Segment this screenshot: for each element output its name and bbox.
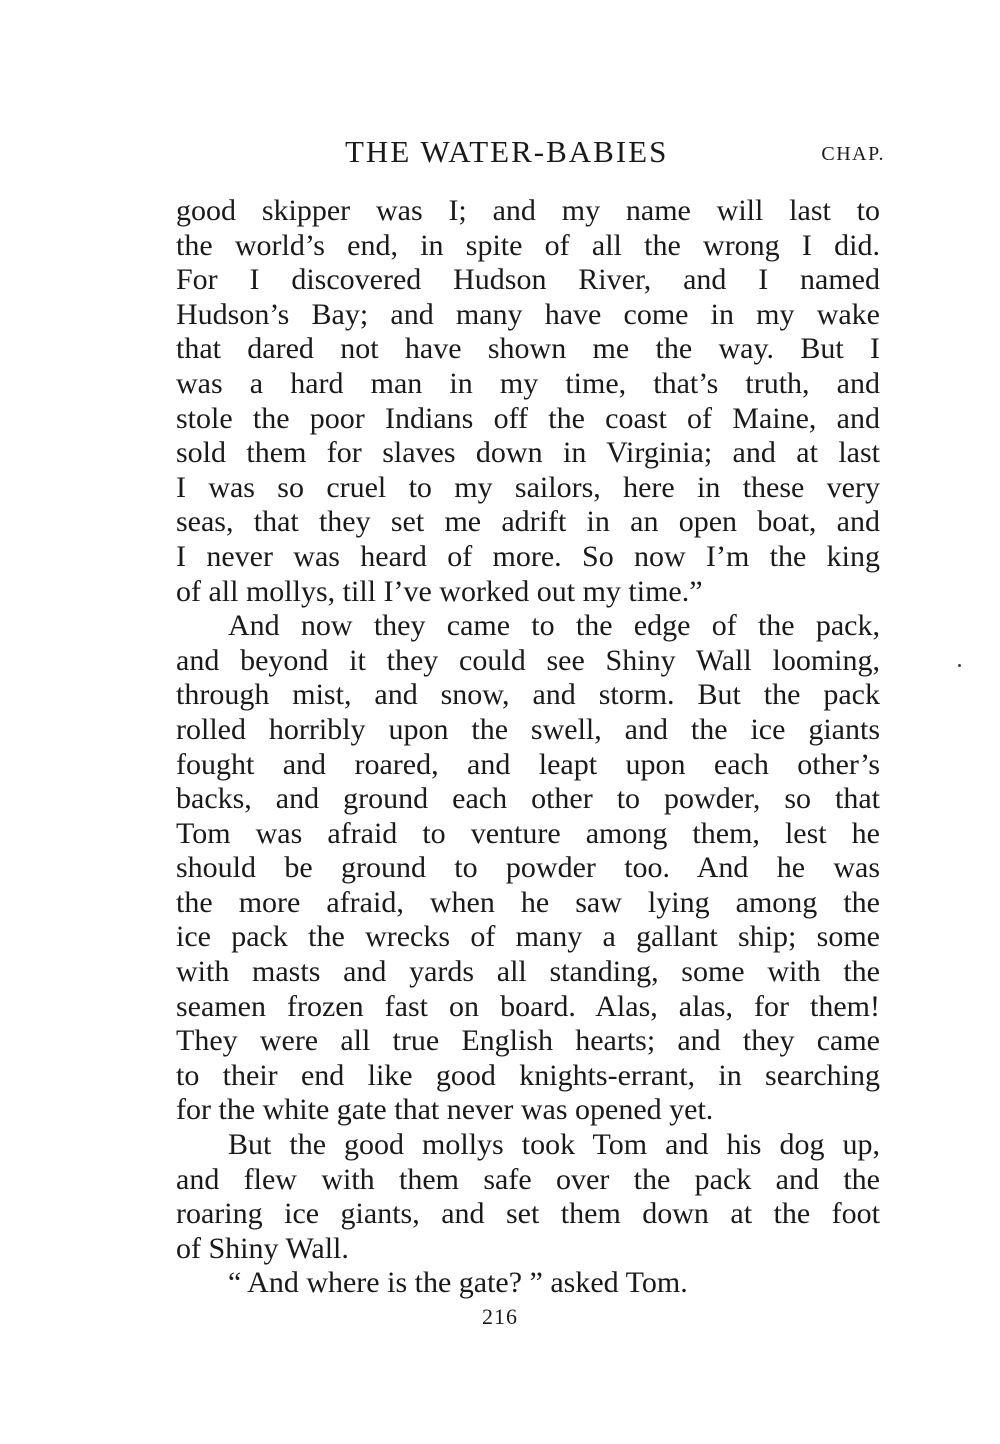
text-line: the more afraid, when he saw lying among the: [176, 885, 880, 919]
text-line: of all mollys, till I’ve worked out my time.”: [176, 574, 703, 608]
text-line: seas, that they set me adrift in an open boat, and: [176, 505, 880, 539]
print-speck: [958, 664, 961, 667]
text-line: rolled horribly upon the swell, and the ice giants: [176, 712, 880, 746]
paragraph-first-line: And now they came to the edge of the pack,: [228, 609, 880, 643]
chapter-label: CHAP.: [821, 143, 885, 165]
text-line: should be ground to powder too. And he was: [176, 851, 880, 885]
text-line: of Shiny Wall.: [176, 1231, 349, 1265]
body-text: [176, 194, 880, 1301]
text-line: backs, and ground each other to powder, so that: [176, 782, 880, 816]
page-number: 216: [482, 1304, 518, 1329]
running-head: [345, 130, 885, 174]
text-line: roaring ice giants, and set them down at the foot: [176, 1197, 880, 1231]
text-line: For I discovered Hudson River, and I named: [176, 263, 880, 297]
text-line: I never was heard of more. So now I’m the king: [176, 539, 880, 573]
text-line: ice pack the wrecks of many a gallant ship; some: [176, 920, 880, 954]
text-line: and beyond it they could see Shiny Wall looming,: [176, 643, 880, 677]
text-line: I was so cruel to my sailors, here in these very: [176, 470, 880, 504]
text-line: sold them for slaves down in Virginia; and at last: [176, 436, 880, 470]
paragraph-first-line: But the good mollys took Tom and his dog up,: [228, 1128, 880, 1162]
text-line: They were all true English hearts; and they came: [176, 1024, 880, 1058]
text-line: was a hard man in my time, that’s truth, and: [176, 366, 880, 400]
text-line: good skipper was I; and my name will last to: [176, 194, 880, 227]
text-line: Tom was afraid to venture among them, lest he: [176, 816, 880, 850]
text-line: with masts and yards all standing, some with the: [176, 955, 880, 989]
text-line: Hudson’s Bay; and many have come in my wake: [176, 297, 880, 331]
paragraph-first-line: “ And where is the gate? ” asked Tom.: [228, 1266, 688, 1300]
text-line: that dared not have shown me the way. But I: [176, 332, 880, 366]
running-title: THE WATER-BABIES: [345, 134, 669, 169]
text-line: and flew with them safe over the pack and the: [176, 1162, 880, 1196]
text-line: to their end like good knights-errant, in searching: [176, 1058, 880, 1092]
text-line: stole the poor Indians off the coast of Maine, and: [176, 401, 880, 435]
text-line: the world’s end, in spite of all the wrong I did.: [176, 228, 880, 262]
text-line: through mist, and snow, and storm. But the pack: [176, 678, 880, 712]
text-line: fought and roared, and leapt upon each other’s: [176, 747, 880, 781]
text-line: for the white gate that never was opened yet.: [176, 1093, 714, 1127]
text-line: seamen frozen fast on board. Alas, alas, for them!: [176, 989, 880, 1023]
